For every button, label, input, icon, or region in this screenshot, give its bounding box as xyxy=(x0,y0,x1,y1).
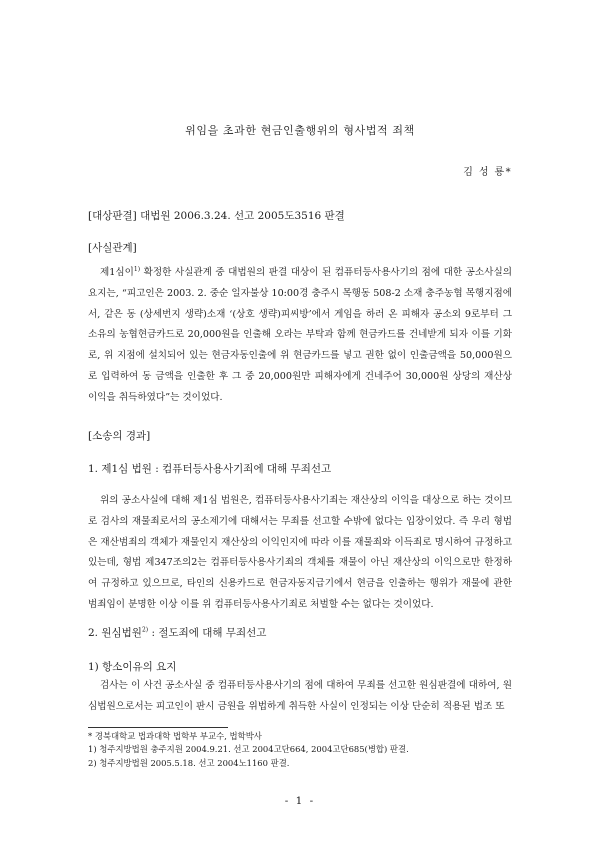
appeal-sub-heading: 1) 항소이유의 요지 xyxy=(88,661,177,673)
footnote-ref-2: 2) xyxy=(141,626,149,634)
author-name: 김 성 룡* xyxy=(463,167,512,178)
first-instance-paragraph xyxy=(88,491,512,616)
facts-body-rest: 확정한 사실관계 중 대법원의 판결 대상이 된 컴퓨터등사용사기의 점에 대한 공소사실의 요지는, “피고인은 2003. 2. 중순 일자불상 10:00경 충주시 목행동 508-2 소재 충주농협 목행지점에서, 같은 동 (상세번지 생략)소재 ‘(상호 생략)피씨방’에서 게임을 하러 온 피해자 공소외 9로부터 그 소유의 농협현금카드로 20,000원을 인출해 오라는 부탁과 함께 현금카드를 건네받게 되자 이를 기화로, 위 지점에 설치되어 있는 현금자동인출에 위 현금카드를 넣고 권한 없이 인출금액을 50,000원으로 입력하여 동 금액을 인출한 후 그 중 20,000원만 피해자에게 건네주어 30,000원 상당의 재산상 이익을 취득하였다”는 것이었다. xyxy=(88,267,512,403)
appeal-heading-rest: : 절도죄에 대해 무죄선고 xyxy=(148,627,267,639)
target-case-label: [대상판결] xyxy=(88,210,137,222)
facts-heading: [사실관계] xyxy=(88,242,137,254)
article-title: 위임을 초과한 현금인출행위의 형사법적 죄책 xyxy=(185,124,415,137)
appeal-heading xyxy=(88,625,266,640)
page-number: - 1 - xyxy=(284,795,316,807)
facts-paragraph xyxy=(88,263,512,409)
facts-body-start: 제1심이 xyxy=(100,267,134,278)
first-instance-body: 위의 공소사실에 대해 제1심 법원은, 컴퓨터등사용사기죄는 재산상의 이익을 대상으로 하는 것이므로 검사의 재물죄로서의 공소제기에 대해서는 무죄를 선고할 수밖에 없다는 입장이었다. 즉 우리 형법은 재산범죄의 객체가 재물인지 재산상의 이익인지에 따라 이를 재물죄와 이득죄로 명시하여 규정하고 있는데, 형법 제347조의2는 컴퓨터등사용사기죄의 객체를 재물이 아닌 재산상의 이익으로만 한정하여 규정하고 있으므로, 타인의 신용카드로 현금자동지급기에서 현금을 인출하는 행위가 재물에 관한 범죄임이 분명한 이상 이를 위 컴퓨터등사용사기죄로 처벌할 수는 없다는 것이었다. xyxy=(88,495,512,610)
first-instance-heading: 1. 제1심 법원 : 컴퓨터등사용사기죄에 대해 무죄선고 xyxy=(88,463,332,475)
footnotes xyxy=(88,730,518,770)
footnote-2: 2) 청주지방법원 2005.5.18. 선고 2004노1160 판결. xyxy=(88,757,290,768)
footnote-1: 1) 청주지방법원 충주지원 2004.9.21. 선고 2004고단664, 2004고단685(병합) 판결. xyxy=(88,744,409,755)
footnote-author: * 경북대학교 법과대학 법학부 부교수, 법학박사 xyxy=(88,731,262,741)
appeal-body: 검사는 이 사건 공소사실 중 컴퓨터등사용사기의 점에 대하여 무죄를 선고한 원심판결에 대하여, 원심법원으로서는 피고인이 판시 금원을 위법하게 취득한 사실이 인정되는 이상 단순히 적용된 법조 또 xyxy=(88,680,512,712)
footnote-ref-1: 1) xyxy=(133,265,141,273)
footnote-divider xyxy=(88,727,228,728)
target-case-line xyxy=(88,208,345,223)
proceedings-heading: [소송의 경과] xyxy=(88,430,151,442)
target-case-citation: 대법원 2006.3.24. 선고 2005도3516 판결 xyxy=(140,210,345,222)
appeal-paragraph xyxy=(88,676,512,718)
appeal-heading-start: 2. 원심법원 xyxy=(88,627,142,639)
